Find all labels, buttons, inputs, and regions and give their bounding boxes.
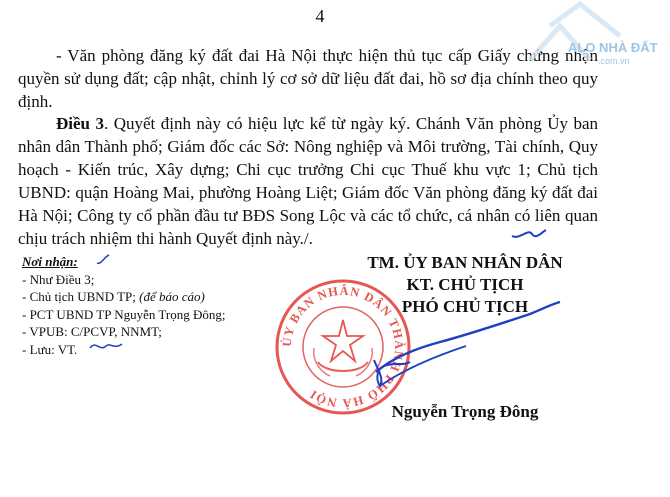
svg-text:ỦY BAN NHÂN DÂN THÀNH PHỐ HÀ N: ỦY BAN NHÂN DÂN THÀNH PHỐ HÀ NỘI <box>279 283 407 411</box>
recipient-item: - VPUB: C/PCVP, NNMT; <box>22 324 162 339</box>
recipient-item: - Chủ tịch UBND TP; (để báo cáo) <box>22 289 205 304</box>
paragraph-land-registration: - Văn phòng đăng ký đất đai Hà Nội thực hiện thủ tục cấp Giấy chứng nhận quyền sử dụng đất; cập nhật, chỉnh lý cơ sở dữ liệu đất đai, hồ sơ địa chính theo quy định. <box>18 46 598 111</box>
signer-name: Nguyễn Trọng Đông <box>391 402 539 421</box>
recipient-note: (để báo cáo) <box>139 289 205 304</box>
page-number: 4 <box>315 6 325 26</box>
signer-org: TM. ỦY BAN NHÂN DÂN <box>367 253 563 272</box>
handwritten-signature <box>370 300 570 390</box>
recipients-title: Nơi nhận: <box>22 254 78 269</box>
article-3-text: . Quyết định này có hiệu lực kể từ ngày ký. Chánh Văn phòng Ủy ban nhân dân Thành phố; Giám đốc các Sở: Nông nghiệp và Môi trường, Tài chính, Quy hoạch - Kiến trúc, Xây dựng; Chi cục trưởng Chi cục Thuế khu vực 1; Chủ tịch UBND: quận Hoàng Mai, phường Hoàng Liệt; Giám đốc Văn phòng đăng ký đất đai Hà Nội; Công ty cổ phần đầu tư BĐS Song Lộc và các tổ chức, cá nhân có liên quan chịu trách nhiệm thi hành Quyết định này./. <box>18 114 598 248</box>
handwritten-tick-mark <box>508 222 548 244</box>
recipient-item: - Lưu: VT. <box>22 341 78 357</box>
handwritten-tick-mark <box>95 253 111 267</box>
handwritten-tick-mark <box>88 338 124 356</box>
watermark-brand: ALO NHÀ ĐẤT <box>568 40 658 55</box>
signer-role: KT. CHỦ TỊCH <box>406 275 524 294</box>
watermark-domain: .com.vn <box>598 56 630 66</box>
recipient-item: - Như Điều 3; <box>22 271 95 287</box>
watermark-logo <box>520 0 670 72</box>
article-3-heading: Điều 3 <box>56 114 104 133</box>
signer-position: PHÓ CHỦ TỊCH <box>401 297 529 316</box>
recipient-item: - PCT UBND TP Nguyễn Trọng Đông; <box>22 306 226 322</box>
